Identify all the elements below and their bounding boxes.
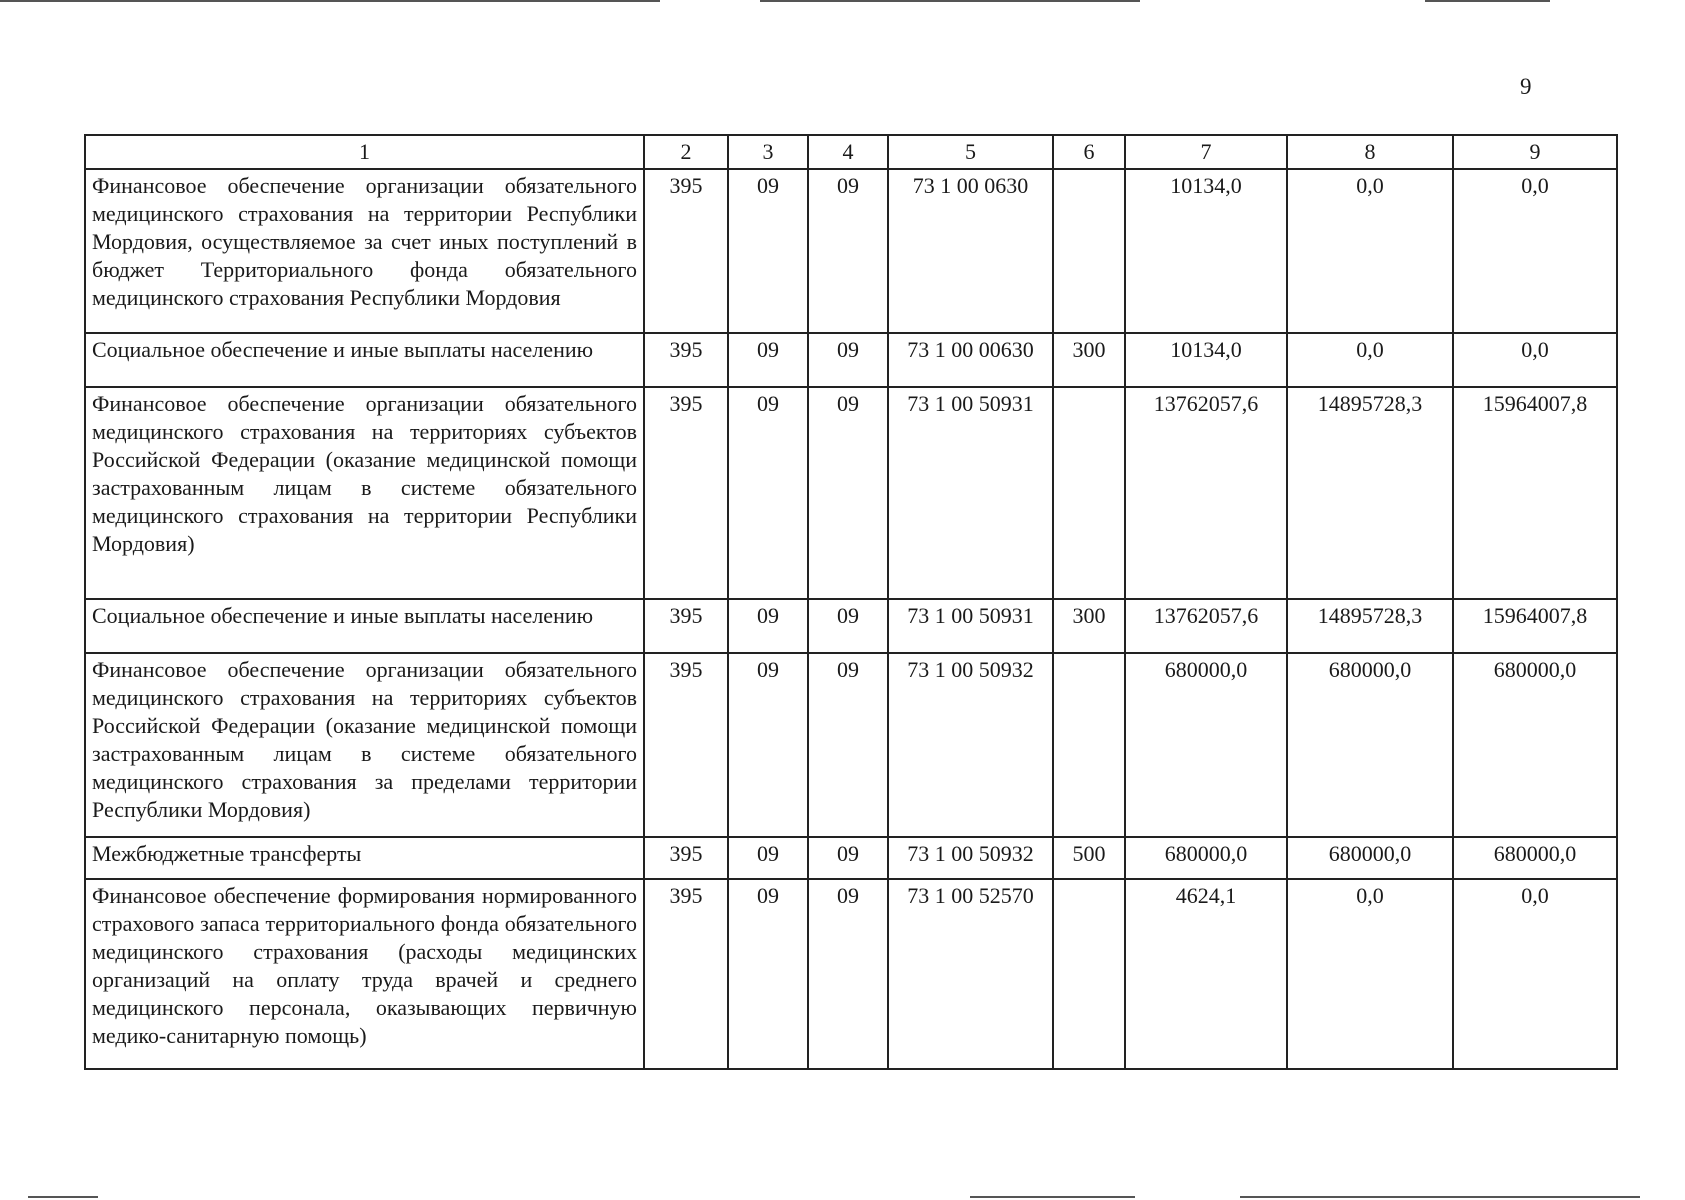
amount-year3-cell: 0,0 (1453, 169, 1617, 333)
ministry-code-cell: 395 (644, 837, 728, 879)
amount-year3-cell: 680000,0 (1453, 837, 1617, 879)
budget-table (84, 134, 1618, 1070)
table-row (85, 653, 1617, 837)
section-code-cell: 09 (728, 599, 808, 653)
amount-year2-cell: 0,0 (1287, 333, 1453, 387)
column-header: 3 (728, 135, 808, 169)
amount-year1-cell: 10134,0 (1125, 333, 1287, 387)
column-header: 4 (808, 135, 888, 169)
scan-edge-line (970, 1196, 1135, 1198)
expense-name-cell: Межбюджетные трансферты (85, 837, 644, 879)
amount-year1-cell: 4624,1 (1125, 879, 1287, 1069)
column-header: 8 (1287, 135, 1453, 169)
amount-year1-cell: 13762057,6 (1125, 599, 1287, 653)
column-header: 9 (1453, 135, 1617, 169)
amount-year2-cell: 0,0 (1287, 879, 1453, 1069)
page-number: 9 (1520, 74, 1532, 99)
target-article-cell: 73 1 00 0630 (888, 169, 1053, 333)
expense-type-cell: 300 (1053, 599, 1125, 653)
subsection-code-cell: 09 (808, 879, 888, 1069)
amount-year3-cell: 15964007,8 (1453, 599, 1617, 653)
ministry-code-cell: 395 (644, 387, 728, 599)
subsection-code-cell: 09 (808, 599, 888, 653)
expense-type-cell (1053, 169, 1125, 333)
table-row (85, 333, 1617, 387)
target-article-cell: 73 1 00 50932 (888, 837, 1053, 879)
table-row (85, 169, 1617, 333)
column-header: 2 (644, 135, 728, 169)
section-code-cell: 09 (728, 653, 808, 837)
table-row (85, 387, 1617, 599)
ministry-code-cell: 395 (644, 169, 728, 333)
expense-name-cell: Финансовое обеспечение организации обязательного медицинского страхования на территориях субъектов Российской Федерации (оказание медицинской помощи застрахованным лицам в системе обязательного медицинского страхования на территории Республики Мордовия) (85, 387, 644, 599)
section-code-cell: 09 (728, 837, 808, 879)
expense-type-cell: 300 (1053, 333, 1125, 387)
target-article-cell: 73 1 00 52570 (888, 879, 1053, 1069)
amount-year2-cell: 14895728,3 (1287, 599, 1453, 653)
target-article-cell: 73 1 00 50932 (888, 653, 1053, 837)
section-code-cell: 09 (728, 387, 808, 599)
expense-name-cell: Финансовое обеспечение организации обязательного медицинского страхования на территории Республики Мордовия, осуществляемое за счет иных поступлений в бюджет Территориального фонда обязательного медицинского страхования Республики Мордовия (85, 169, 644, 333)
table-row (85, 879, 1617, 1069)
amount-year1-cell: 13762057,6 (1125, 387, 1287, 599)
target-article-cell: 73 1 00 50931 (888, 599, 1053, 653)
subsection-code-cell: 09 (808, 837, 888, 879)
amount-year1-cell: 680000,0 (1125, 837, 1287, 879)
subsection-code-cell: 09 (808, 333, 888, 387)
section-code-cell: 09 (728, 879, 808, 1069)
table-row (85, 837, 1617, 879)
amount-year2-cell: 680000,0 (1287, 837, 1453, 879)
expense-name-cell: Финансовое обеспечение организации обязательного медицинского страхования на территориях субъектов Российской Федерации (оказание медицинской помощи застрахованным лицам в системе обязательного медицинского страхования за пределами территории Республики Мордовия) (85, 653, 644, 837)
scan-edge-line (760, 0, 1140, 2)
target-article-cell: 73 1 00 50931 (888, 387, 1053, 599)
column-header: 6 (1053, 135, 1125, 169)
ministry-code-cell: 395 (644, 333, 728, 387)
expense-name-cell: Социальное обеспечение и иные выплаты населению (85, 333, 644, 387)
subsection-code-cell: 09 (808, 169, 888, 333)
section-code-cell: 09 (728, 169, 808, 333)
subsection-code-cell: 09 (808, 653, 888, 837)
amount-year1-cell: 10134,0 (1125, 169, 1287, 333)
target-article-cell: 73 1 00 00630 (888, 333, 1053, 387)
amount-year2-cell: 0,0 (1287, 169, 1453, 333)
scan-edge-line (28, 1196, 98, 1198)
expense-type-cell (1053, 653, 1125, 837)
ministry-code-cell: 395 (644, 599, 728, 653)
amount-year1-cell: 680000,0 (1125, 653, 1287, 837)
column-header: 7 (1125, 135, 1287, 169)
scan-edge-line (1425, 0, 1550, 2)
expense-name-cell: Финансовое обеспечение формирования нормированного страхового запаса территориального фонда обязательного медицинского страхования (расходы медицинских организаций на оплату труда врачей и среднего медицинского персонала, оказывающих первичную медико-санитарную помощь) (85, 879, 644, 1069)
ministry-code-cell: 395 (644, 879, 728, 1069)
column-header: 5 (888, 135, 1053, 169)
amount-year3-cell: 0,0 (1453, 333, 1617, 387)
amount-year3-cell: 680000,0 (1453, 653, 1617, 837)
amount-year2-cell: 14895728,3 (1287, 387, 1453, 599)
column-header: 1 (85, 135, 644, 169)
amount-year2-cell: 680000,0 (1287, 653, 1453, 837)
expense-type-cell (1053, 879, 1125, 1069)
section-code-cell: 09 (728, 333, 808, 387)
scan-edge-line (1240, 1196, 1640, 1198)
subsection-code-cell: 09 (808, 387, 888, 599)
amount-year3-cell: 0,0 (1453, 879, 1617, 1069)
expense-name-cell: Социальное обеспечение и иные выплаты населению (85, 599, 644, 653)
column-number-header-row (85, 135, 1617, 169)
amount-year3-cell: 15964007,8 (1453, 387, 1617, 599)
scan-edge-line (0, 0, 660, 2)
ministry-code-cell: 395 (644, 653, 728, 837)
expense-type-cell: 500 (1053, 837, 1125, 879)
table-row (85, 599, 1617, 653)
expense-type-cell (1053, 387, 1125, 599)
